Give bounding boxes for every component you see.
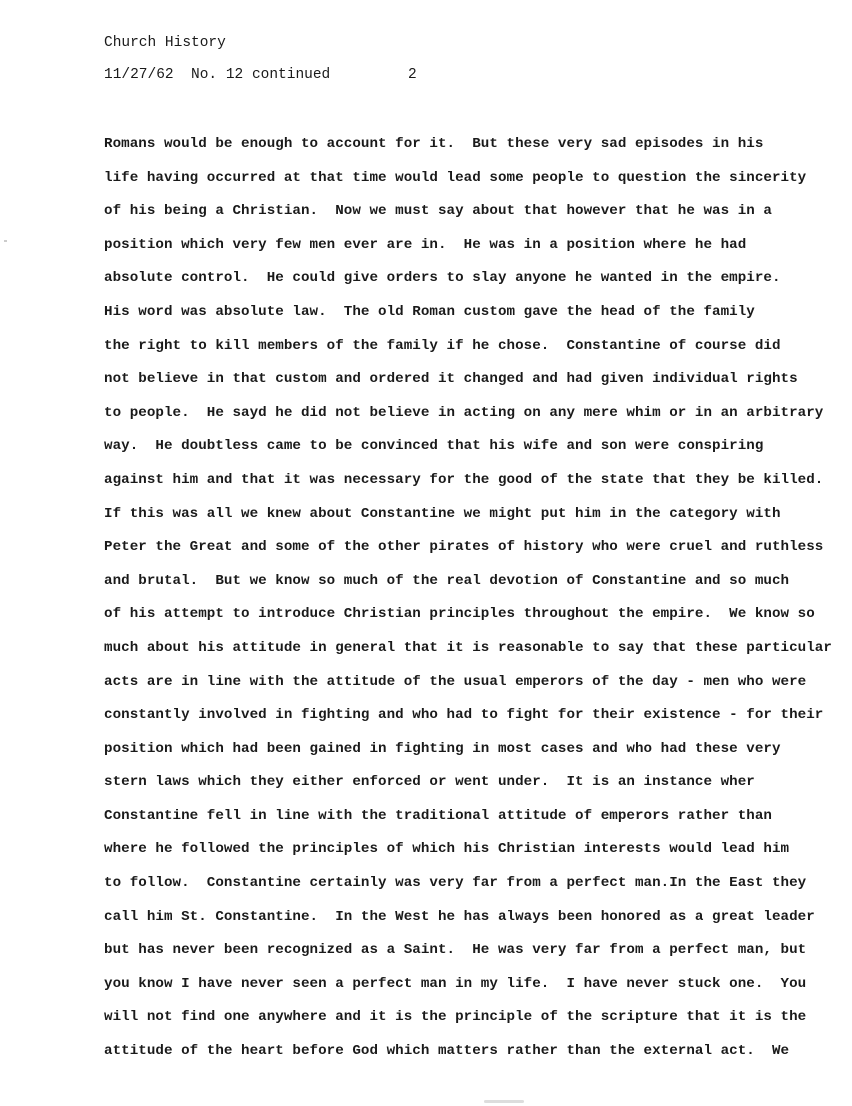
text-line: position which had been gained in fighting in most cases and who had these very bbox=[104, 740, 781, 757]
text-line: not believe in that custom and ordered it changed and had given individual rights bbox=[104, 371, 798, 388]
text-line: where he followed the principles of which his Christian interests would lead him bbox=[104, 841, 790, 858]
text-line: His word was absolute law. The old Roman custom gave the head of the family bbox=[104, 303, 755, 320]
ink-smudge bbox=[484, 1100, 524, 1103]
text-line: life having occurred at that time would lead some people to question the sincerity bbox=[104, 169, 807, 186]
text-line: constantly involved in fighting and who had to fight for their existence - for their bbox=[104, 707, 824, 724]
text-line: Constantine fell in line with the traditional attitude of emperors rather than bbox=[104, 807, 772, 824]
document-title: Church History bbox=[104, 35, 226, 51]
text-line: of his attempt to introduce Christian principles throughout the empire. We know so bbox=[104, 606, 815, 623]
text-line: to follow. Constantine certainly was very far from a perfect man.In the East they bbox=[104, 875, 807, 892]
text-line: attitude of the heart before God which matters rather than the external act. We bbox=[104, 1043, 790, 1060]
text-line: Romans would be enough to account for it. But these very sad episodes in his bbox=[104, 136, 764, 152]
text-line: the right to kill members of the family if he chose. Constantine of course did bbox=[104, 337, 781, 354]
text-line: will not find one anywhere and it is the principle of the scripture that it is the bbox=[104, 1009, 807, 1026]
text-line: Peter the Great and some of the other pirates of history who were cruel and ruthless bbox=[104, 539, 824, 556]
text-line: If this was all we knew about Constantine we might put him in the category with bbox=[104, 505, 781, 522]
text-line: of his being a Christian. Now we must say about that however that he was in a bbox=[104, 203, 772, 220]
text-line: but has never been recognized as a Saint. He was very far from a perfect man, but bbox=[104, 942, 807, 959]
page-number: 2 bbox=[408, 67, 417, 83]
margin-mark bbox=[4, 240, 7, 242]
text-line: you know I have never seen a perfect man in my life. I have never stuck one. You bbox=[104, 975, 807, 992]
lecture-date: 11/27/62 bbox=[104, 67, 174, 83]
text-line: acts are in line with the attitude of the usual emperors of the day - men who were bbox=[104, 673, 807, 690]
text-line: much about his attitude in general that it is reasonable to say that these particular bbox=[104, 639, 832, 656]
header-line bbox=[104, 66, 417, 84]
body-text bbox=[104, 134, 834, 1075]
text-line: call him St. Constantine. In the West he has always been honored as a great leader bbox=[104, 908, 815, 925]
text-line: position which very few men ever are in. He was in a position where he had bbox=[104, 236, 747, 253]
text-line: against him and that it was necessary for the good of the state that they be killed. bbox=[104, 471, 824, 488]
text-line: absolute control. He could give orders to slay anyone he wanted in the empire. bbox=[104, 270, 781, 287]
text-line: to people. He sayd he did not believe in acting on any mere whim or in an arbitrary bbox=[104, 404, 824, 421]
text-line: and brutal. But we know so much of the real devotion of Constantine and so much bbox=[104, 572, 790, 589]
text-line: way. He doubtless came to be convinced that his wife and son were conspiring bbox=[104, 438, 764, 455]
lecture-number: No. 12 continued bbox=[191, 67, 331, 83]
text-line: stern laws which they either enforced or went under. It is an instance wher bbox=[104, 774, 755, 791]
